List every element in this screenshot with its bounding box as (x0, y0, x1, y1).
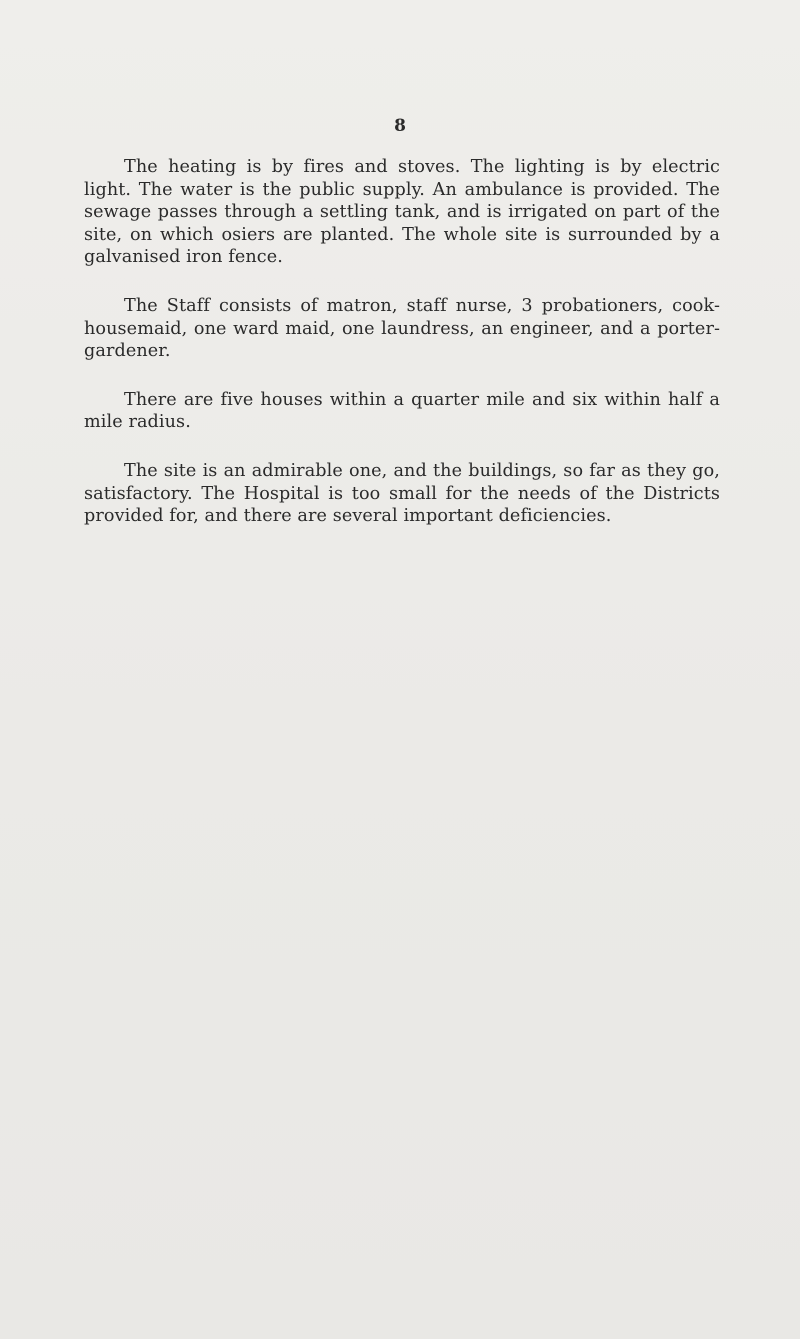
paragraph-facilities: The heating is by fires and stoves. The lighting is by electric light. The water is the public supply. An ambulance is provided. The sewage passes through a settling tank, and is irrigated on part of the site, on which osiers are planted. The whole site is surrounded by a galvanised iron fence. (84, 157, 720, 268)
paragraph-houses: There are five houses within a quarter mile and six within half a mile radius. (84, 389, 720, 433)
body-text (84, 156, 720, 554)
paragraph-staff: The Staff consists of matron, staff nurse, 3 probationers, cook-housemaid, one ward maid, one laundress, an engineer, and a porter-gardener. (84, 295, 720, 362)
page-number: 8 (394, 116, 406, 136)
paragraph-assessment: The site is an admirable one, and the buildings, so far as they go, satisfactory. The Hospital is too small for the needs of the Districts provided for, and there are several important deficiencies. (84, 460, 720, 527)
